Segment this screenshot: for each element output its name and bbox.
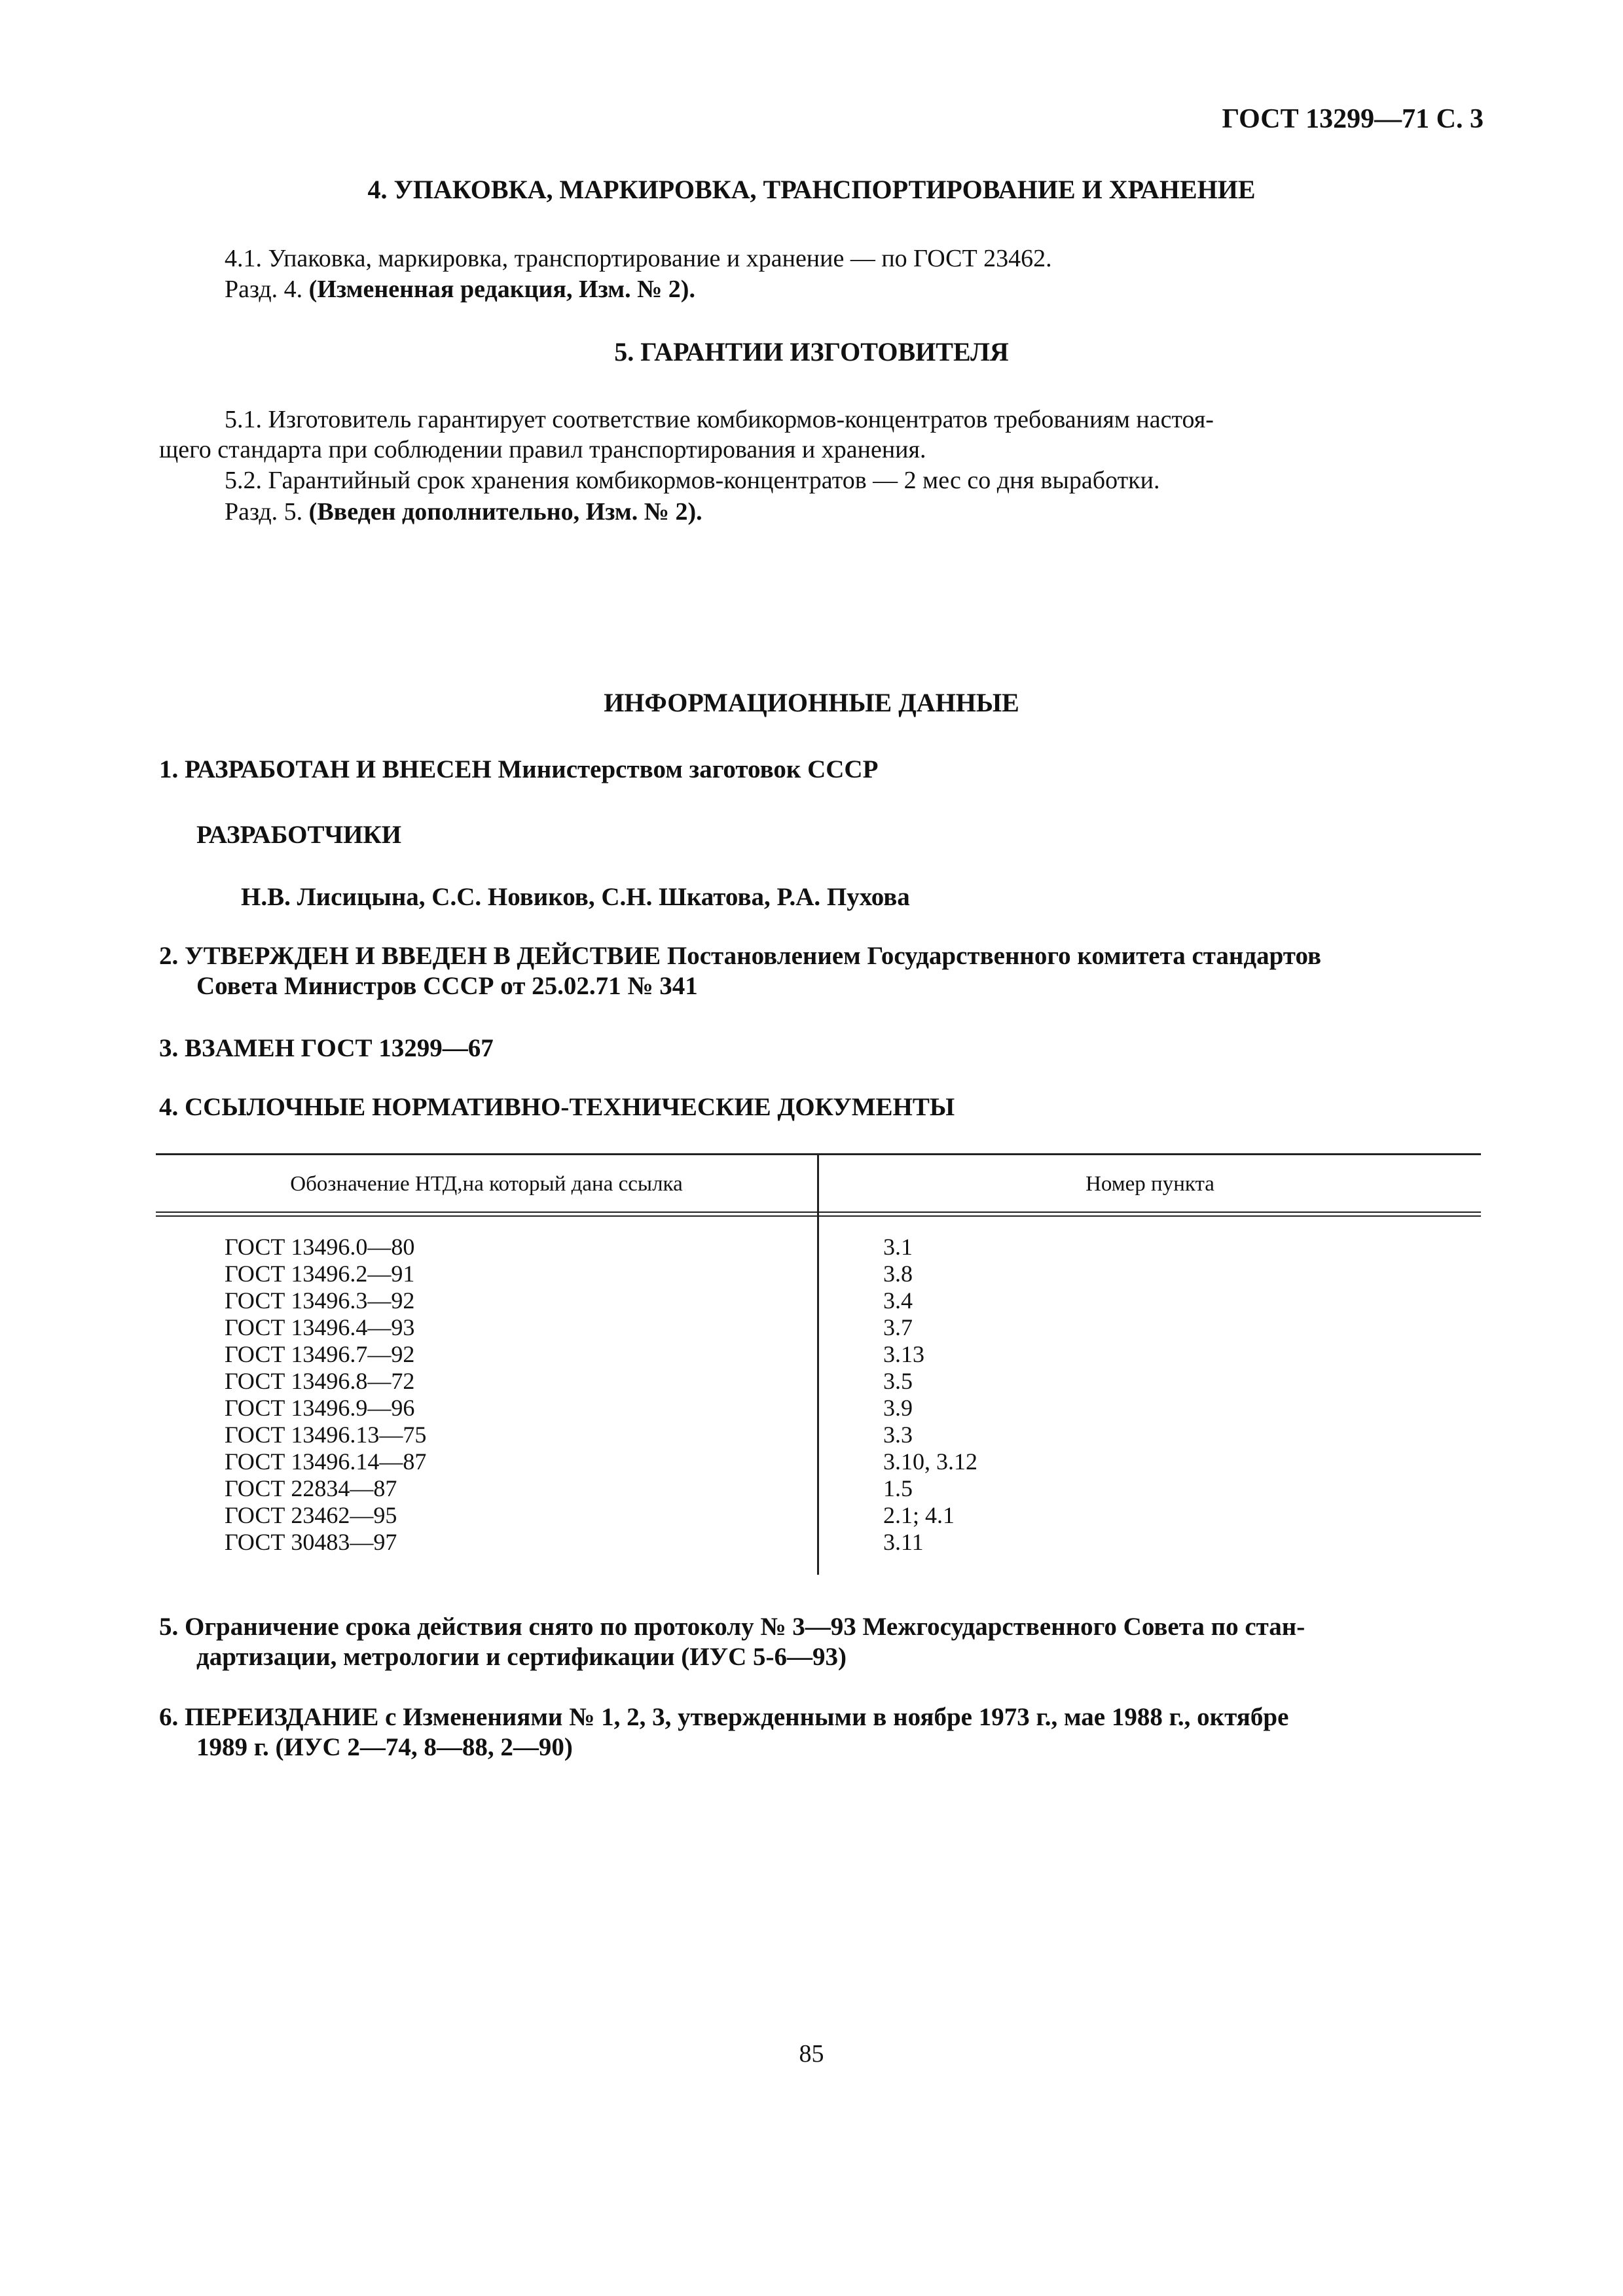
- table-cell-doc: ГОСТ 13496.13—75: [225, 1422, 427, 1448]
- developers-names: Н.В. Лисицына, С.С. Новиков, С.Н. Шкатова, Р.А. Пухова: [241, 883, 910, 911]
- table-cell-clause: 1.5: [883, 1475, 913, 1501]
- section-5-paragraph-1-line-1: 5.1. Изготовитель гарантирует соответствие комбикормов-концентратов требованиям настоя-: [225, 406, 1214, 433]
- section-5-title: 5. ГАРАНТИИ ИЗГОТОВИТЕЛЯ: [614, 337, 1009, 367]
- info-item-5-line-1: 5. Ограничение срока действия снято по протоколу № 3—93 Межгосударственного Совета по стан-: [159, 1613, 1305, 1641]
- table-cell-clause: 3.10, 3.12: [883, 1448, 977, 1475]
- table-cell-doc: ГОСТ 30483—97: [225, 1529, 397, 1555]
- table-cell-clause: 3.13: [883, 1341, 924, 1367]
- section-4-note-prefix: Разд. 4.: [225, 276, 303, 303]
- developers-label: РАЗРАБОТЧИКИ: [196, 821, 402, 849]
- section-5-note: [225, 497, 702, 526]
- table-header-rule-1: [156, 1211, 1481, 1213]
- page-number: 85: [799, 2040, 824, 2068]
- section-5-paragraph-1-line-2: щего стандарта при соблюдении правил транспортирования и хранения.: [159, 436, 926, 463]
- info-item-1: 1. РАЗРАБОТАН И ВНЕСЕН Министерством заготовок СССР: [159, 755, 879, 783]
- table-header-rule-2: [156, 1215, 1481, 1217]
- table-cell-clause: 3.11: [883, 1529, 924, 1555]
- table-cell-clause: 3.4: [883, 1287, 913, 1314]
- table-cell-clause: 3.3: [883, 1422, 913, 1448]
- table-cell-clause: 3.9: [883, 1395, 913, 1421]
- table-cell-clause: 3.7: [883, 1314, 913, 1340]
- table-cell-doc: ГОСТ 13496.3—92: [225, 1287, 415, 1314]
- info-item-6-line-2: 1989 г. (ИУС 2—74, 8—88, 2—90): [196, 1733, 573, 1761]
- section-4-title: 4. УПАКОВКА, МАРКИРОВКА, ТРАНСПОРТИРОВАНИЕ И ХРАНЕНИЕ: [367, 175, 1256, 204]
- section-4-paragraph: 4.1. Упаковка, маркировка, транспортирование и хранение — по ГОСТ 23462.: [225, 245, 1052, 272]
- table-cell-doc: ГОСТ 13496.0—80: [225, 1234, 415, 1260]
- table-cell-doc: ГОСТ 13496.14—87: [225, 1448, 427, 1475]
- table-cell-clause: 2.1; 4.1: [883, 1502, 955, 1528]
- info-item-2-line-2: Совета Министров СССР от 25.02.71 № 341: [196, 972, 698, 1000]
- table-cell-clause: 3.8: [883, 1261, 913, 1287]
- table-header-clause: Номер пункта: [1085, 1172, 1214, 1196]
- info-item-5-line-2: дартизации, метрологии и сертификации (ИУС 5-6—93): [196, 1643, 847, 1671]
- table-doc-column: [225, 1234, 426, 1556]
- info-item-3: 3. ВЗАМЕН ГОСТ 13299—67: [159, 1034, 494, 1062]
- section-5-note-prefix: Разд. 5.: [225, 498, 303, 526]
- table-clause-column: [883, 1234, 977, 1556]
- info-item-6-line-1: 6. ПЕРЕИЗДАНИЕ с Изменениями № 1, 2, 3, утвержденными в ноябре 1973 г., мае 1988 г., октябре: [159, 1703, 1289, 1731]
- table-cell-clause: 3.5: [883, 1368, 913, 1394]
- section-5-note-amendment: (Введен дополнительно, Изм. № 2).: [308, 498, 702, 526]
- table-cell-doc: ГОСТ 13496.9—96: [225, 1395, 415, 1421]
- table-cell-doc: ГОСТ 13496.4—93: [225, 1314, 415, 1340]
- table-header-document: Обозначение НТД,на который дана ссылка: [290, 1172, 683, 1196]
- section-5-paragraph-2: 5.2. Гарантийный срок хранения комбикормов-концентратов — 2 мес со дня выработки.: [225, 467, 1160, 494]
- info-item-4: 4. ССЫЛОЧНЫЕ НОРМАТИВНО-ТЕХНИЧЕСКИЕ ДОКУМЕНТЫ: [159, 1093, 955, 1121]
- table-cell-doc: ГОСТ 22834—87: [225, 1475, 397, 1501]
- info-item-2-line-1: 2. УТВЕРЖДЕН И ВВЕДЕН В ДЕЙСТВИЕ Постановлением Государственного комитета стандартов: [159, 942, 1322, 970]
- table-cell-doc: ГОСТ 13496.8—72: [225, 1368, 415, 1394]
- table-cell-doc: ГОСТ 13496.7—92: [225, 1341, 415, 1367]
- table-cell-clause: 3.1: [883, 1234, 913, 1260]
- table-cell-doc: ГОСТ 13496.2—91: [225, 1261, 415, 1287]
- running-header: ГОСТ 13299—71 С. 3: [1222, 104, 1484, 134]
- table-cell-doc: ГОСТ 23462—95: [225, 1502, 397, 1528]
- section-4-note: [225, 275, 695, 304]
- section-4-note-amendment: (Измененная редакция, Изм. № 2).: [308, 276, 695, 303]
- info-title: ИНФОРМАЦИОННЫЕ ДАННЫЕ: [604, 688, 1019, 717]
- table-column-divider: [817, 1155, 819, 1575]
